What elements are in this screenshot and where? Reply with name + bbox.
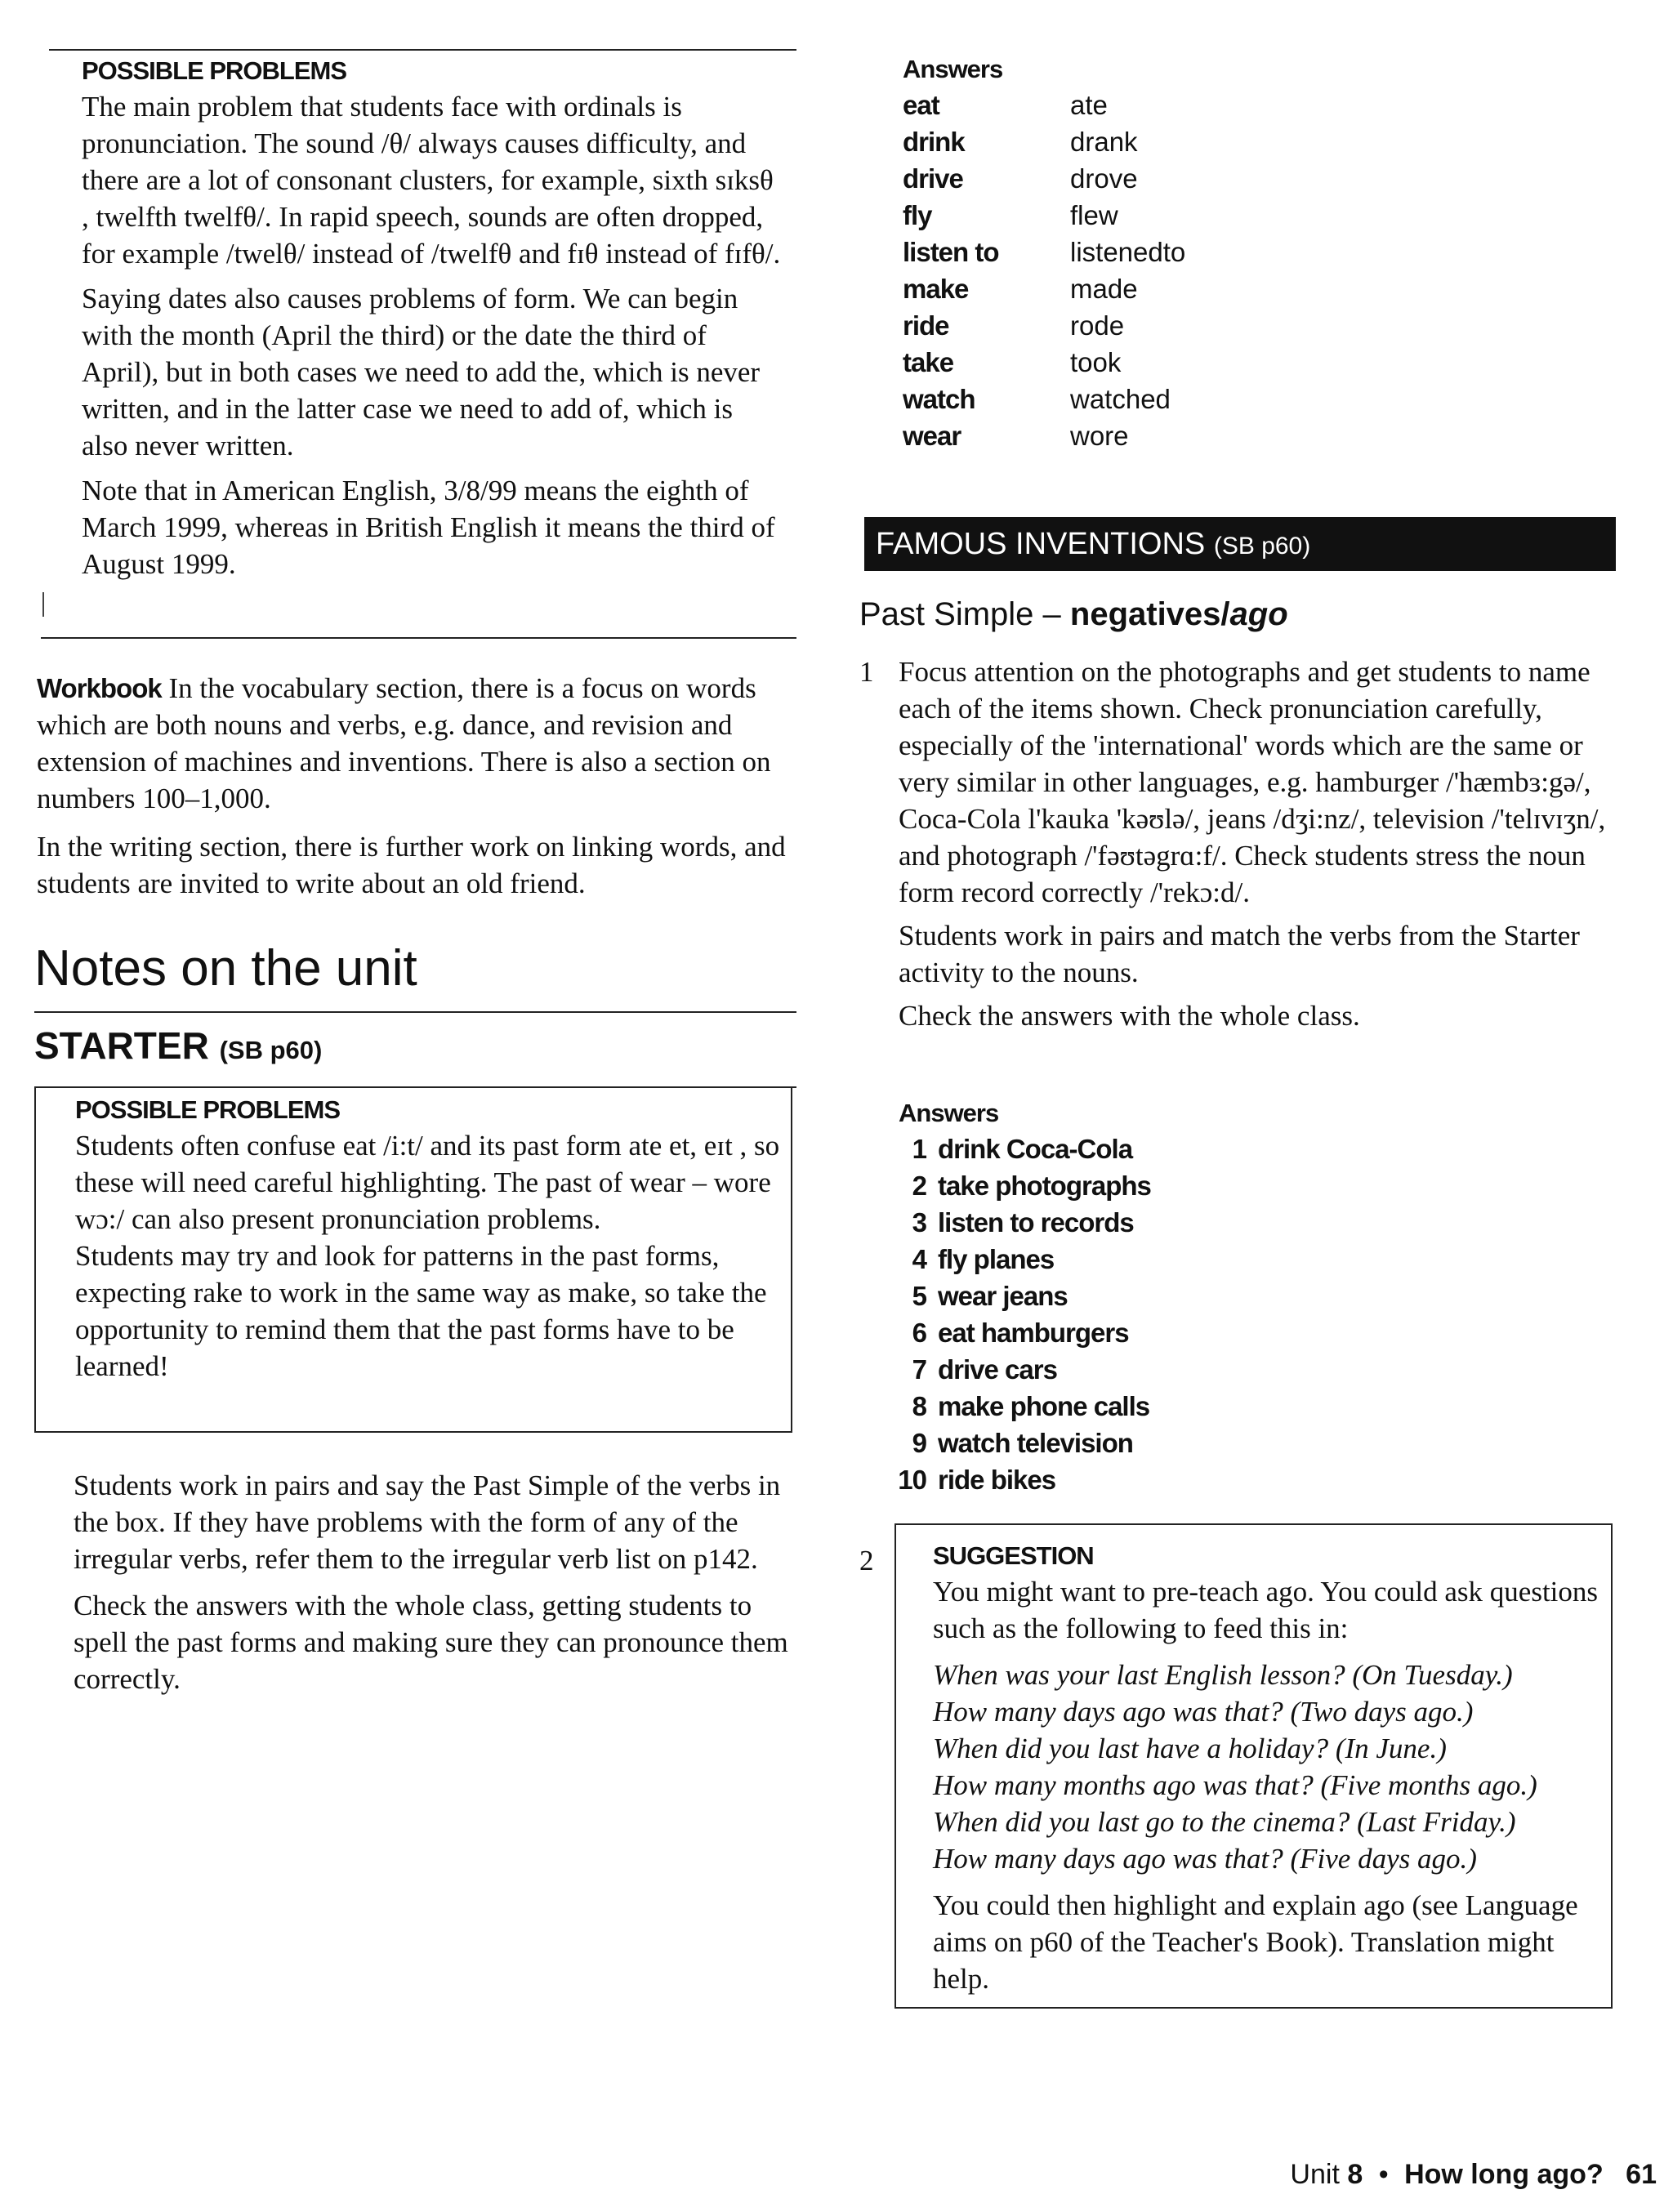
list-item-text: take photographs xyxy=(938,1171,1151,1201)
list-item-number: 10 xyxy=(898,1465,926,1495)
answer-base-verb: eat xyxy=(903,90,939,120)
question-line: When did you last have a holiday? (In June.) xyxy=(933,1733,1447,1764)
question-line: When was your last English lesson? (On Tuesday.) xyxy=(933,1659,1513,1691)
list-item-text: listen to records xyxy=(938,1207,1134,1238)
answer-past-form: listenedto xyxy=(1070,237,1186,267)
section-banner xyxy=(864,517,1616,571)
question-line: How many days ago was that? (Five days ago.) xyxy=(933,1843,1477,1875)
list-item-text: wear jeans xyxy=(938,1281,1068,1311)
list-item-text: eat hamburgers xyxy=(938,1318,1129,1348)
answer-past-form: drank xyxy=(1070,127,1138,157)
possible-problems-para: Students may try and look for patterns in the past forms, expecting rake to work in the same way as make, so take the opportunity to remind them that the past forms have to be learned! xyxy=(75,1240,767,1382)
answer-row xyxy=(903,270,1311,307)
list-item-number: 8 xyxy=(912,1391,926,1421)
workbook-label: Workbook xyxy=(37,673,162,703)
starter-heading xyxy=(34,1021,322,1075)
list-item xyxy=(898,1461,1151,1498)
question-list xyxy=(933,1657,1603,1877)
suggestion-heading: SUGGESTION xyxy=(933,1541,1094,1570)
list-item xyxy=(912,1278,1151,1314)
list-item-text: make phone calls xyxy=(938,1391,1150,1421)
suggestion-intro: You might want to pre-teach ago. You could ask questions such as the following to feed this in: xyxy=(933,1576,1599,1644)
answer-base-verb: wear xyxy=(903,421,961,451)
banner-ref: (SB p60) xyxy=(1213,533,1311,560)
banner-title: FAMOUS INVENTIONS xyxy=(876,527,1206,561)
answer-past-form: made xyxy=(1070,274,1138,304)
possible-problems-box-1 xyxy=(82,54,784,582)
list-item-number: 7 xyxy=(912,1354,926,1385)
list-item-number: 4 xyxy=(912,1244,926,1274)
list-item-number: 5 xyxy=(912,1281,926,1311)
possible-problems-para: Saying dates also causes problems of form. We can begin with the month (April the third) or the date the third of April), but in both cases we need to add the, which is never written, and in the latter case we need to add of, which is also never written. xyxy=(82,283,761,462)
starter-ref: (SB p60) xyxy=(219,1036,323,1064)
item-para: Focus attention on the photographs and get students to name each of the items shown. Check pronunciation carefully, especially of the 'international' words which are the same or very similar in other languages, e.g. hamburger /'hæmbɜ:gə/, Coca-Cola l'kauka 'kəʊlə/, jeans /dʒi:nz/, television /'telɪvɪʒn/, and photograph /'fəʊtəgrɑ:f/. Check students stress the noun form record correctly /'rekɔ:d/. xyxy=(899,656,1606,908)
item-1 xyxy=(899,653,1617,1034)
answer-base-verb: fly xyxy=(903,200,932,230)
workbook-text: In the vocabulary section, there is a focus on words which are both nouns and verbs, e.g. dance, and revision and extension of machines and inventions. There is also a section on numbers 100–1,000. xyxy=(37,672,771,814)
margin-mark xyxy=(42,592,44,617)
list-item xyxy=(912,1388,1151,1425)
answer-base-verb: ride xyxy=(903,310,949,341)
footer-title: How long ago? xyxy=(1404,2159,1604,2190)
answer-row xyxy=(903,381,1311,417)
answer-row xyxy=(903,234,1311,270)
subheading-italic: ago xyxy=(1229,596,1288,632)
item-para: Students work in pairs and match the verbs from the Starter activity to the nouns. xyxy=(899,920,1580,988)
answer-row xyxy=(903,307,1311,344)
list-item xyxy=(912,1425,1151,1461)
answer-past-form: rode xyxy=(1070,310,1125,341)
list-item xyxy=(912,1351,1151,1388)
answer-past-form: ate xyxy=(1070,90,1108,120)
answer-row xyxy=(903,417,1311,454)
box-bottom-rule xyxy=(41,637,796,639)
answer-base-verb: listen to xyxy=(903,237,999,267)
list-item xyxy=(912,1204,1151,1241)
notes-rule xyxy=(34,1011,796,1013)
item-number: 1 xyxy=(859,656,874,688)
workbook-para xyxy=(37,670,796,817)
answer-row xyxy=(903,87,1311,123)
footer-unit-num: 8 xyxy=(1347,2159,1363,2190)
workbook-section xyxy=(37,670,796,902)
possible-problems-para: Students often confuse eat /i:t/ and its past form ate et, eɪt , so these will need careful highlighting. The past of wear – wore wɔ:/ can also present pronunciation problems. xyxy=(75,1130,780,1235)
answer-past-form: flew xyxy=(1070,200,1118,230)
possible-problems-heading: POSSIBLE PROBLEMS xyxy=(75,1095,341,1124)
starter-title: STARTER xyxy=(34,1024,209,1067)
answer-base-verb: take xyxy=(903,347,954,377)
answer-past-form: drove xyxy=(1070,163,1138,194)
possible-problems-para: Note that in American English, 3/8/99 means the eighth of March 1999, whereas in British English it means the third of August 1999. xyxy=(82,475,775,580)
answer-base-verb: drive xyxy=(903,163,963,194)
possible-problems-content-2 xyxy=(75,1093,786,1385)
possible-problems-para: The main problem that students face with ordinals is pronunciation. The sound /θ/ always causes difficulty, and there are a lot of consonant clusters, for example, sixth sɪksθ , twelfth twelfθ/. In rapid speech, sounds are often dropped, for example /twelθ/ instead of /twelfθ and fɪθ instead of fɪfθ/. xyxy=(82,91,781,270)
answer-base-verb: drink xyxy=(903,127,965,157)
answer-base-verb: watch xyxy=(903,384,975,414)
answer-past-form: took xyxy=(1070,347,1122,377)
answers-grid xyxy=(903,87,1311,454)
item-number: 2 xyxy=(859,1545,874,1576)
subheading xyxy=(859,592,1288,636)
list-item xyxy=(912,1167,1151,1204)
body-para: Students work in pairs and say the Past Simple of the verbs in the box. If they have problems with the form of any of the irregular verbs, refer them to the irregular verb list on p142. xyxy=(74,1469,781,1575)
list-item-text: drink Coca-Cola xyxy=(938,1134,1133,1164)
suggestion-outro: You could then highlight and explain ago (see Language aims on p60 of the Teacher's Book). Translation might help. xyxy=(933,1889,1578,1995)
list-item-number: 6 xyxy=(912,1318,926,1348)
list-item-text: watch television xyxy=(938,1428,1133,1458)
answer-past-form: watched xyxy=(1070,384,1171,414)
subheading-plain: Past Simple – xyxy=(859,596,1070,632)
list-item-number: 2 xyxy=(912,1171,926,1201)
page-footer xyxy=(1290,2156,1657,2193)
answer-past-form: wore xyxy=(1070,421,1129,451)
list-item xyxy=(912,1241,1151,1278)
question-line: When did you last go to the cinema? (Last Friday.) xyxy=(933,1806,1516,1838)
footer-sep: • xyxy=(1378,2159,1389,2190)
list-item xyxy=(912,1314,1151,1351)
top-rule xyxy=(49,49,796,51)
answer-base-verb: make xyxy=(903,274,969,304)
answers-list xyxy=(898,1131,1151,1498)
list-item-number: 1 xyxy=(912,1134,926,1164)
workbook-para-2: In the writing section, there is further work on linking words, and students are invited to write about an old friend. xyxy=(37,831,786,899)
starter-body xyxy=(74,1467,792,1697)
question-line: How many months ago was that? (Five months ago.) xyxy=(933,1769,1537,1801)
list-item-text: drive cars xyxy=(938,1354,1057,1385)
list-item-text: fly planes xyxy=(938,1244,1055,1274)
list-item-text: ride bikes xyxy=(938,1465,1056,1495)
answers-title: Answers xyxy=(903,55,1003,83)
page-number: 61 xyxy=(1626,2159,1657,2190)
subheading-bold: negatives/ xyxy=(1069,596,1230,632)
answers-title: Answers xyxy=(899,1099,999,1127)
item-para: Check the answers with the whole class. xyxy=(899,1000,1360,1032)
footer-unit-label: Unit xyxy=(1290,2159,1340,2190)
answer-row xyxy=(903,160,1311,197)
answer-row xyxy=(903,197,1311,234)
answer-row xyxy=(903,123,1311,160)
list-item xyxy=(912,1131,1151,1167)
list-item-number: 9 xyxy=(912,1428,926,1458)
suggestion-content xyxy=(933,1539,1603,1997)
possible-problems-heading: POSSIBLE PROBLEMS xyxy=(82,56,347,85)
question-line: How many days ago was that? (Two days ago.) xyxy=(933,1696,1474,1728)
body-para: Check the answers with the whole class, getting students to spell the past forms and making sure they can pronounce them correctly. xyxy=(74,1590,788,1695)
answer-row xyxy=(903,344,1311,381)
list-item-number: 3 xyxy=(912,1207,926,1238)
notes-title: Notes on the unit xyxy=(34,940,417,997)
